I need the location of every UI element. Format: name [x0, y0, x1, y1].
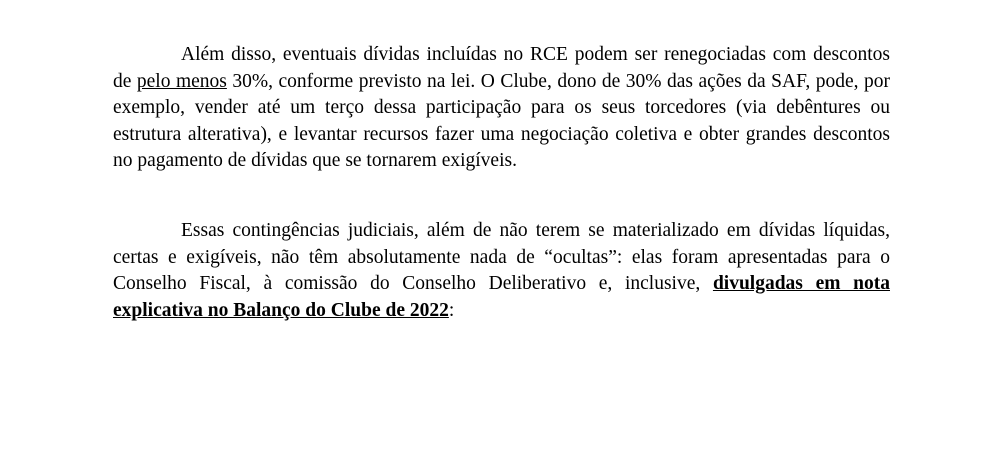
paragraph-1-text-start: Além disso, eventuais dívidas incluídas no RCE podem ser renegociadas com descontos de	[113, 44, 890, 92]
paragraph-2-text-end: :	[448, 299, 455, 321]
paragraph-rce-debts	[113, 42, 890, 175]
underlined-phrase-pelo-menos: pelo menos	[136, 70, 227, 92]
paragraph-1-text-end: 30%, conforme previsto na lei. O Clube, dono de 30% das ações da SAF, pode, por exemplo, vender até um terço dessa participação para os seus torcedores (via debêntures ou estrutura alterativa), e levantar recursos fazer uma negociação coletiva e obter grandes descontos no pagamento de dívidas que se tornarem exigíveis.	[113, 70, 890, 171]
bold-underlined-phrase-balance-note: divulgadas em nota explicativa no Balanço do Clube de 2022	[113, 273, 890, 321]
paragraph-judicial-contingencies	[113, 218, 890, 324]
paragraph-2-text-start: Essas contingências judiciais, além de não terem se materializado em dívidas líquidas, certas e exigíveis, não têm absolutamente nada de “ocultas”: elas foram apresentadas para o Conselho Fiscal, à comissão do Conselho Deliberativo e, inclusive,	[113, 220, 890, 294]
